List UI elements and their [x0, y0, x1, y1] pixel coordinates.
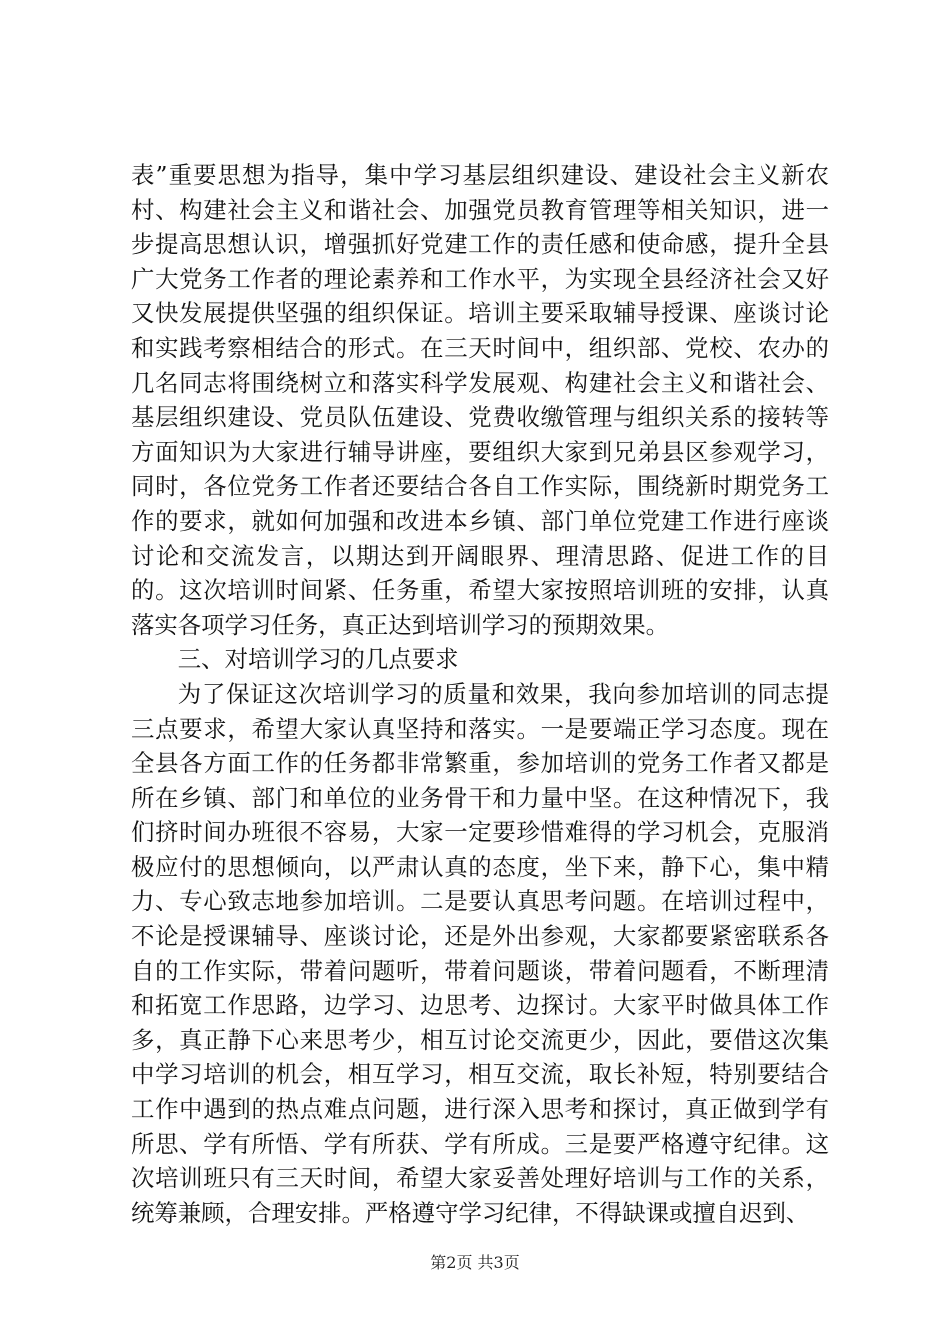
body-paragraph-requirements: 为了保证这次培训学习的质量和效果，我向参加培训的同志提三点要求，希望大家认真坚持和落实。一是要端正学习态度。现在全县各方面工作的任务都非常繁重，参加培训的党务工作者又都是所在乡镇、部门和单位的业务骨干和力量中坚。在这种情况下，我们挤时间办班很不容易，大家一定要珍惜难得的学习机会，克服消极应付的思想倾向，以严肃认真的态度，坐下来，静下心，集中精力、专心致志地参加培训。二是要认真思考问题。在培训过程中，不论是授课辅导、座谈讨论，还是外出参观，大家都要紧密联系各自的工作实际，带着问题听，带着问题谈，带着问题看，不断理清和拓宽工作思路，边学习、边思考、边探讨。大家平时做具体工作多，真正静下心来思考少，相互讨论交流更少，因此，要借这次集中学习培训的机会，相互学习，相互交流，取长补短，特别要结合工作中遇到的热点难点问题，进行深入思考和探讨，真正做到学有所思、学有所悟、学有所获、学有所成。三是要严格遵守纪律。这次培训班只有三天时间，希望大家妥善处理好培训与工作的关系，统筹兼顾，合理安排。严格遵守学习纪律，不得缺课或擅自迟到、 — [131, 679, 829, 1227]
section-heading: 三、对培训学习的几点要求 — [177, 645, 459, 674]
document-body — [131, 158, 829, 1230]
page-number-footer: 第2页 共3页 — [430, 1253, 520, 1272]
body-paragraph-continued: 表”重要思想为指导，集中学习基层组织建设、建设社会主义新农村、构建社会主义和谐社会、加强党员教育管理等相关知识，进一步提高思想认识，增强抓好党建工作的责任感和使命感，提升全县广大党务工作者的理论素养和工作水平，为实现全县经济社会又好又快发展提供坚强的组织保证。培训主要采取辅导授课、座谈讨论和实践考察相结合的形式。在三天时间中，组织部、党校、农办的几名同志将围绕树立和落实科学发展观、构建社会主义和谐社会、基层组织建设、党员队伍建设、党费收缴管理与组织关系的接转等方面知识为大家进行辅导讲座，要组织大家到兄弟县区参观学习，同时，各位党务工作者还要结合各自工作实际，围绕新时期党务工作的要求，就如何加强和改进本乡镇、部门单位党建工作进行座谈讨论和交流发言，以期达到开阔眼界、理清思路、促进工作的目的。这次培训时间紧、任务重，希望大家按照培训班的安排，认真落实各项学习任务，真正达到培训学习的预期效果。 — [131, 161, 829, 639]
